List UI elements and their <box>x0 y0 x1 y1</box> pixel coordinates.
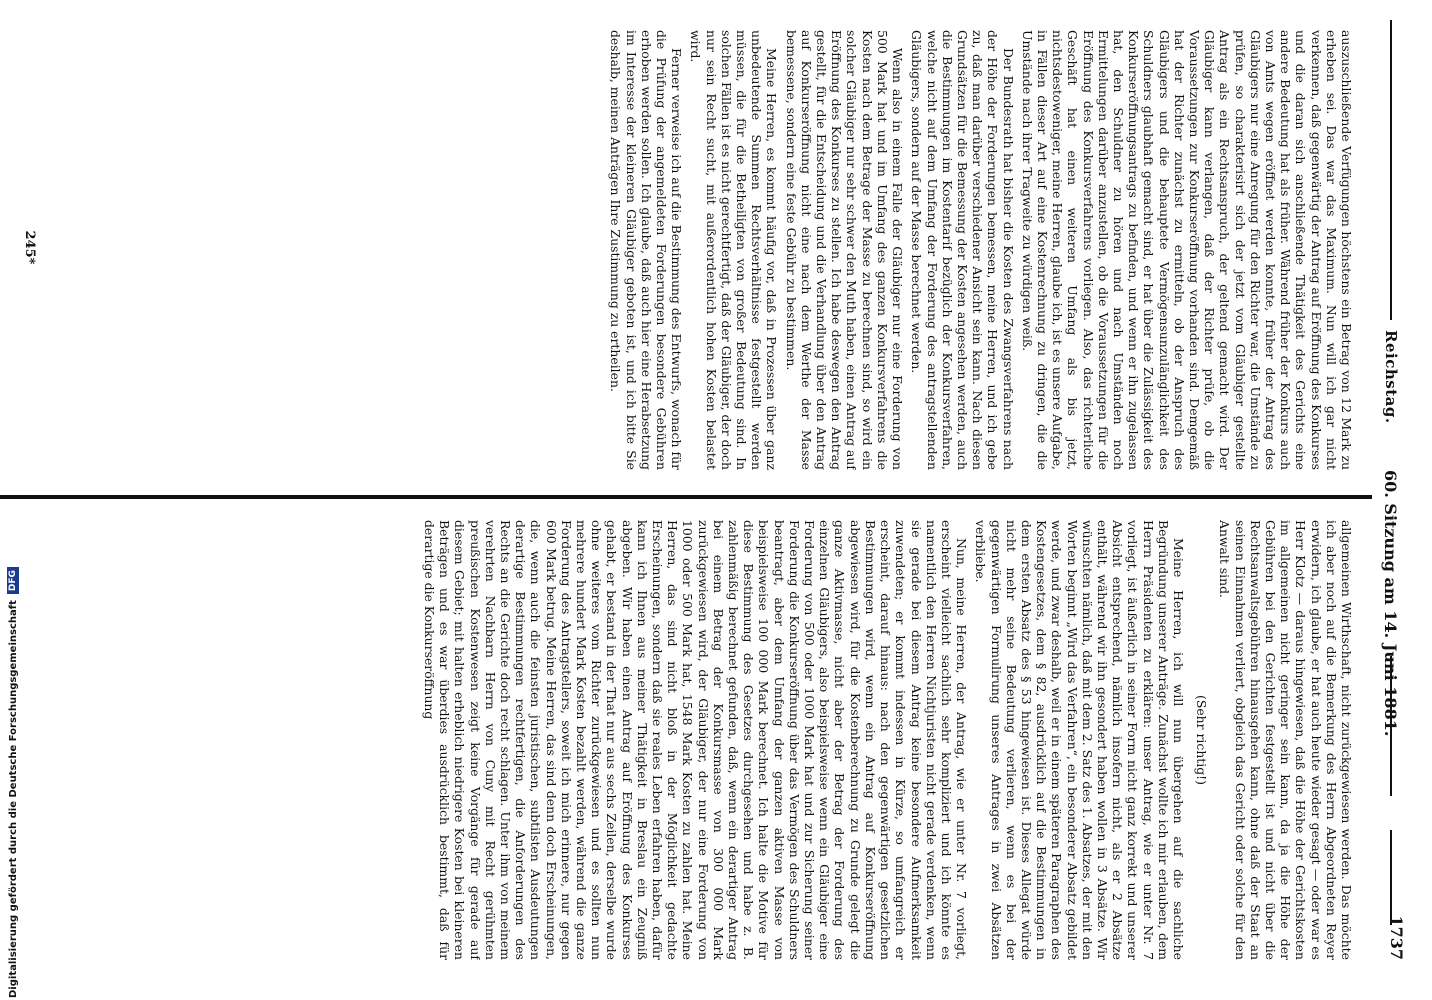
page-number: 1737 <box>1387 915 1406 960</box>
paragraph: Der Bundesrath hat bisher die Kosten des Zwangsverfahrens nach der Höhe der Forderungen bemessen, meine Herren, und ich gebe zu, daß man darüber verschiedener Ansicht sein kann. Nach diesen Grundsätzen für die Bemessung der Kosten angesehen werden, auch die Bestimmungen im Kostentarif bezüglich der Konkursverfahren, welche nicht auf dem Umfang der Forderung des antragstellenden Gläubigers, sondern auf der Masse berechnet werden. <box>909 30 1016 470</box>
dfg-logo-icon: DFG <box>7 567 19 594</box>
paragraph: Meine Herren, es kommt häufig vor, daß in Prozessen über ganz unbedeutende Summen Rechtsverhältnisse festgestellt werden müssen, die für die Betheiligten von großer Bedeutung sind. In solchen Fällen ist es nicht gerechtfertigt, daß der Gläubiger, der doch nur sein Recht sucht, mit außerordentlich hohen Kosten belastet wird. <box>688 30 780 470</box>
paragraph: allgemeinen Wirthschaft, nicht zurückgewiesen werden. Das möchte ich aber noch auf die Bemerkung des Herrn Abgeordneten Reyer erwidern, ich glaube, er hat auch heute wieder gesagt — oder war es Herr Klotz — daraus hingewiesen, daß die Höhe der Gerichtskosten im allgemeinen nicht geringer sein kann, da ja die Höhe der Gebühren bei den Gerichten festgestellt ist und nicht über die Rechtsanwaltsgebühren hinausgehen kann, ohne daß der Staat an seinen Einnahmen verliert, obgleich das Gericht oder solche für den Anwalt sind. <box>1217 520 1354 960</box>
header-left-title: Reichstag. <box>1382 330 1400 424</box>
header-rule-right <box>1390 830 1392 925</box>
credit-text: Digitalisierung gefördert durch die Deutsche Forschungsgemeinschaft <box>7 600 19 998</box>
header-session-title: 60. Sitzung am 14. Juni 1881. <box>1381 470 1400 737</box>
text-column-left <box>14 30 1354 470</box>
paragraph: Meine Herren, ich will nun übergehen auf die sachliche Begründung unserer Anträge. Zunächst wollte ich mir erlauben, dem Herrn Präsidenten zu erklären: unser Antrag, wie er unter Nr. 7 vorliegt, ist äußerlich in seiner Form nicht ganz korrekt und unserer Absicht entsprechend, nämlich insofern nicht, als er 2 Absätze enthält, während wir ihn gesondert haben wollen in 3 Absätze. Wir wünschten nämlich, daß mit dem 2. Satz des 1. Absatzes, der mit den Worten beginnt „Wird das Verfahren“, ein besonderer Absatz gebildet werde, und zwar deshalb, weil er in einem späteren Paragraphen des Kostengesetzes, dem § 82, ausdrücklich auf die Bestimmungen in dem ersten Absatz des § 53 hingewiesen ist. Dieses Allegat würde nicht mehr seine Bedeutung verlieren, wenn es bei der gegenwärtigen Formulirung unseres Antrages in zwei Absätzen verbliebe. <box>973 520 1186 960</box>
text-column-right <box>14 520 1354 960</box>
paragraph: Ferner verweise ich auf die Bestimmung des Entwurfs, wonach für die Prüfung der angemeldeten Forderungen besondere Gebühren erhoben werden sollen. Ich glaube, daß auch hier eine Herabsetzung im Interesse der kleineren Gläubiger geboten ist, und ich bitte Sie deshalb, meinen Anträgen Ihre Zustimmung zu ertheilen. <box>608 30 685 470</box>
interjection: (Sehr richtig!) <box>1194 695 1210 785</box>
page-header <box>1368 0 1426 1000</box>
paragraph: Wenn also in einem Falle der Gläubiger nur eine Forderung von 500 Mark hat und im Umfang des ganzen Konkursverfahrens die Kosten nach dem Betrage der Masse zu berechnen sind, so wird ein solcher Gläubiger nur sehr schwer den Muth haben, einen Antrag auf Eröffnung des Konkurses zu stellen. Ich habe deswegen den Antrag gestellt, für die Entscheidung und die Verhandlung über den Antrag auf Konkurseröffnung nicht eine nach dem Werthe der Masse bemessene, sondern eine feste Gebühr zu bestimmen. <box>783 30 906 470</box>
paragraph: auszuschließende Verfügungen höchstens ein Betrag von 12 Mark zu erheben sei. Das war das Maximum. Nun will ich gar nicht verkennen, daß gegenwärtig der Antrag auf Eröffnung des Konkurses und die daran sich anschließende Thätigkeit des Gerichts eine andere Bedeutung hat als früher. Während früher der Konkurs auch von Amts wegen eröffnet werden konnte, früher der Antrag des Gläubigers nur eine Anregung für den Richter war, die Umstände zu prüfen, so charakterisirt sich der jetzt vom Gläubiger gestellte Antrag als ein Rechtsanspruch, der geltend gemacht wird. Der Gläubiger kann verlangen, daß der Richter prüfe, ob die Voraussetzungen zur Konkurseröffnung vorhanden sind. Demgemäß hat der Richter zunächst zu ermitteln, ob der Anspruch des Gläubigers und die behauptete Vermögensunzulänglichkeit des Schuldners glaubhaft gemacht sind, er hat über die Zulässigkeit des Konkurseröffnungsantrags zu befinden, und wenn er ihn zugelassen hat, den Schuldner zu hören und nach Umständen noch Ermittelungen darüber anzustellen, ob die Voraussetzungen für die Eröffnung des Konkursverfahrens vorliegen. Also, das richterliche Geschäft hat einen weiteren Umfang als bis jetzt, nichtsdestoweniger, meine Herren, glaube ich, ist es unsere Aufgabe, in Fällen dieser Art auf eine Kostenrechnung zu dringen, die die Umstände nach ihrer Tragweite zu würdigen weiß. <box>1019 30 1354 470</box>
digitization-credit <box>6 8 20 998</box>
column-divider <box>0 495 1372 499</box>
header-rule-left <box>1390 20 1392 320</box>
paragraph: Nun, meine Herren, der Antrag, wie er unter Nr. 7 vorliegt, erscheint vielleicht sachlich sehr kompliziert und ich könnte es namentlich den Herren Nichtjuristen nicht gerade verdenken, wenn sie gerade bei diesem Antrag keine besondere Aufmerksamkeit zuwendeten; er kommt indessen in Kürze, so umfangreich er erscheint, darauf hinaus: nach den gegenwärtigen gesetzlichen Bestimmungen wird, wenn ein Antrag auf Konkurseröffnung abgewiesen wird, für die Kostenberechnung zu Grunde gelegt die ganze Aktivmasse, nicht aber der Betrag der Forderung des einzelnen Gläubigers, also beispielsweise wenn ein Gläubiger eine Forderung von 500 oder 1000 Mark hat und zur Sicherung seiner Forderung die Konkurseröffnung über das Vermögen des Schuldners beantragt, aber dem Umfang der ganzen aktiven Masse von beispielsweise 100 000 Mark berechnet. Ich halte die Motive für diese Bestimmung des Gesetzes durchgesehen und habe z. B. zahlenmäßig berechnet gefunden, daß, wenn ein derartiger Antrag bei einem Betrag der Konkursmasse von 300 000 Mark zurückgewiesen wird, der Gläubiger, der nur eine Forderung von 1000 oder 500 Mark hat, 1548 Mark Kosten zu zahlen hat. Meine Herren, das sind nicht bloß in der Möglichkeit gedachte Erscheinungen, sondern daß sie reales Leben erfahren haben, dafür kann ich Ihnen aus meiner Thätigkeit in Breslau ein Zeugniß abgeben. Wir haben einen Antrag auf Eröffnung des Konkurses gehabt, er bestand in der That nur aus sechs Zeilen, derselbe wurde ohne weiteres vom Richter zurückgewiesen und es sollten nun mehrere hundert Mark Kosten bezahlt werden, während die ganze Forderung des Antragstellers, soweit ich mich erinnere, nur gegen 600 Mark betrug. Meine Herren, das sind denn doch Erscheinungen, die, wenn auch die feinsten juristischen, subtilsten Ausdeutungen derartige Bestimmungen rechtfertigen, die Anforderungen des Rechts an die Gerichte doch recht schlagen. Unter ihm von meinem verehrten Nachbarn Herrn von Cuny mit Recht gerühmten preußischen Kostenwesen zeigt keine Vorgänge für gerade auf diesem Gebiet; mit halten erheblich niedrigere Kosten bei kleineren Beträgen und es war überdies ausdrücklich bestimmt, daß für derartige die Konkurseröffnung <box>422 520 970 960</box>
printer-signature: 245* <box>22 230 37 265</box>
